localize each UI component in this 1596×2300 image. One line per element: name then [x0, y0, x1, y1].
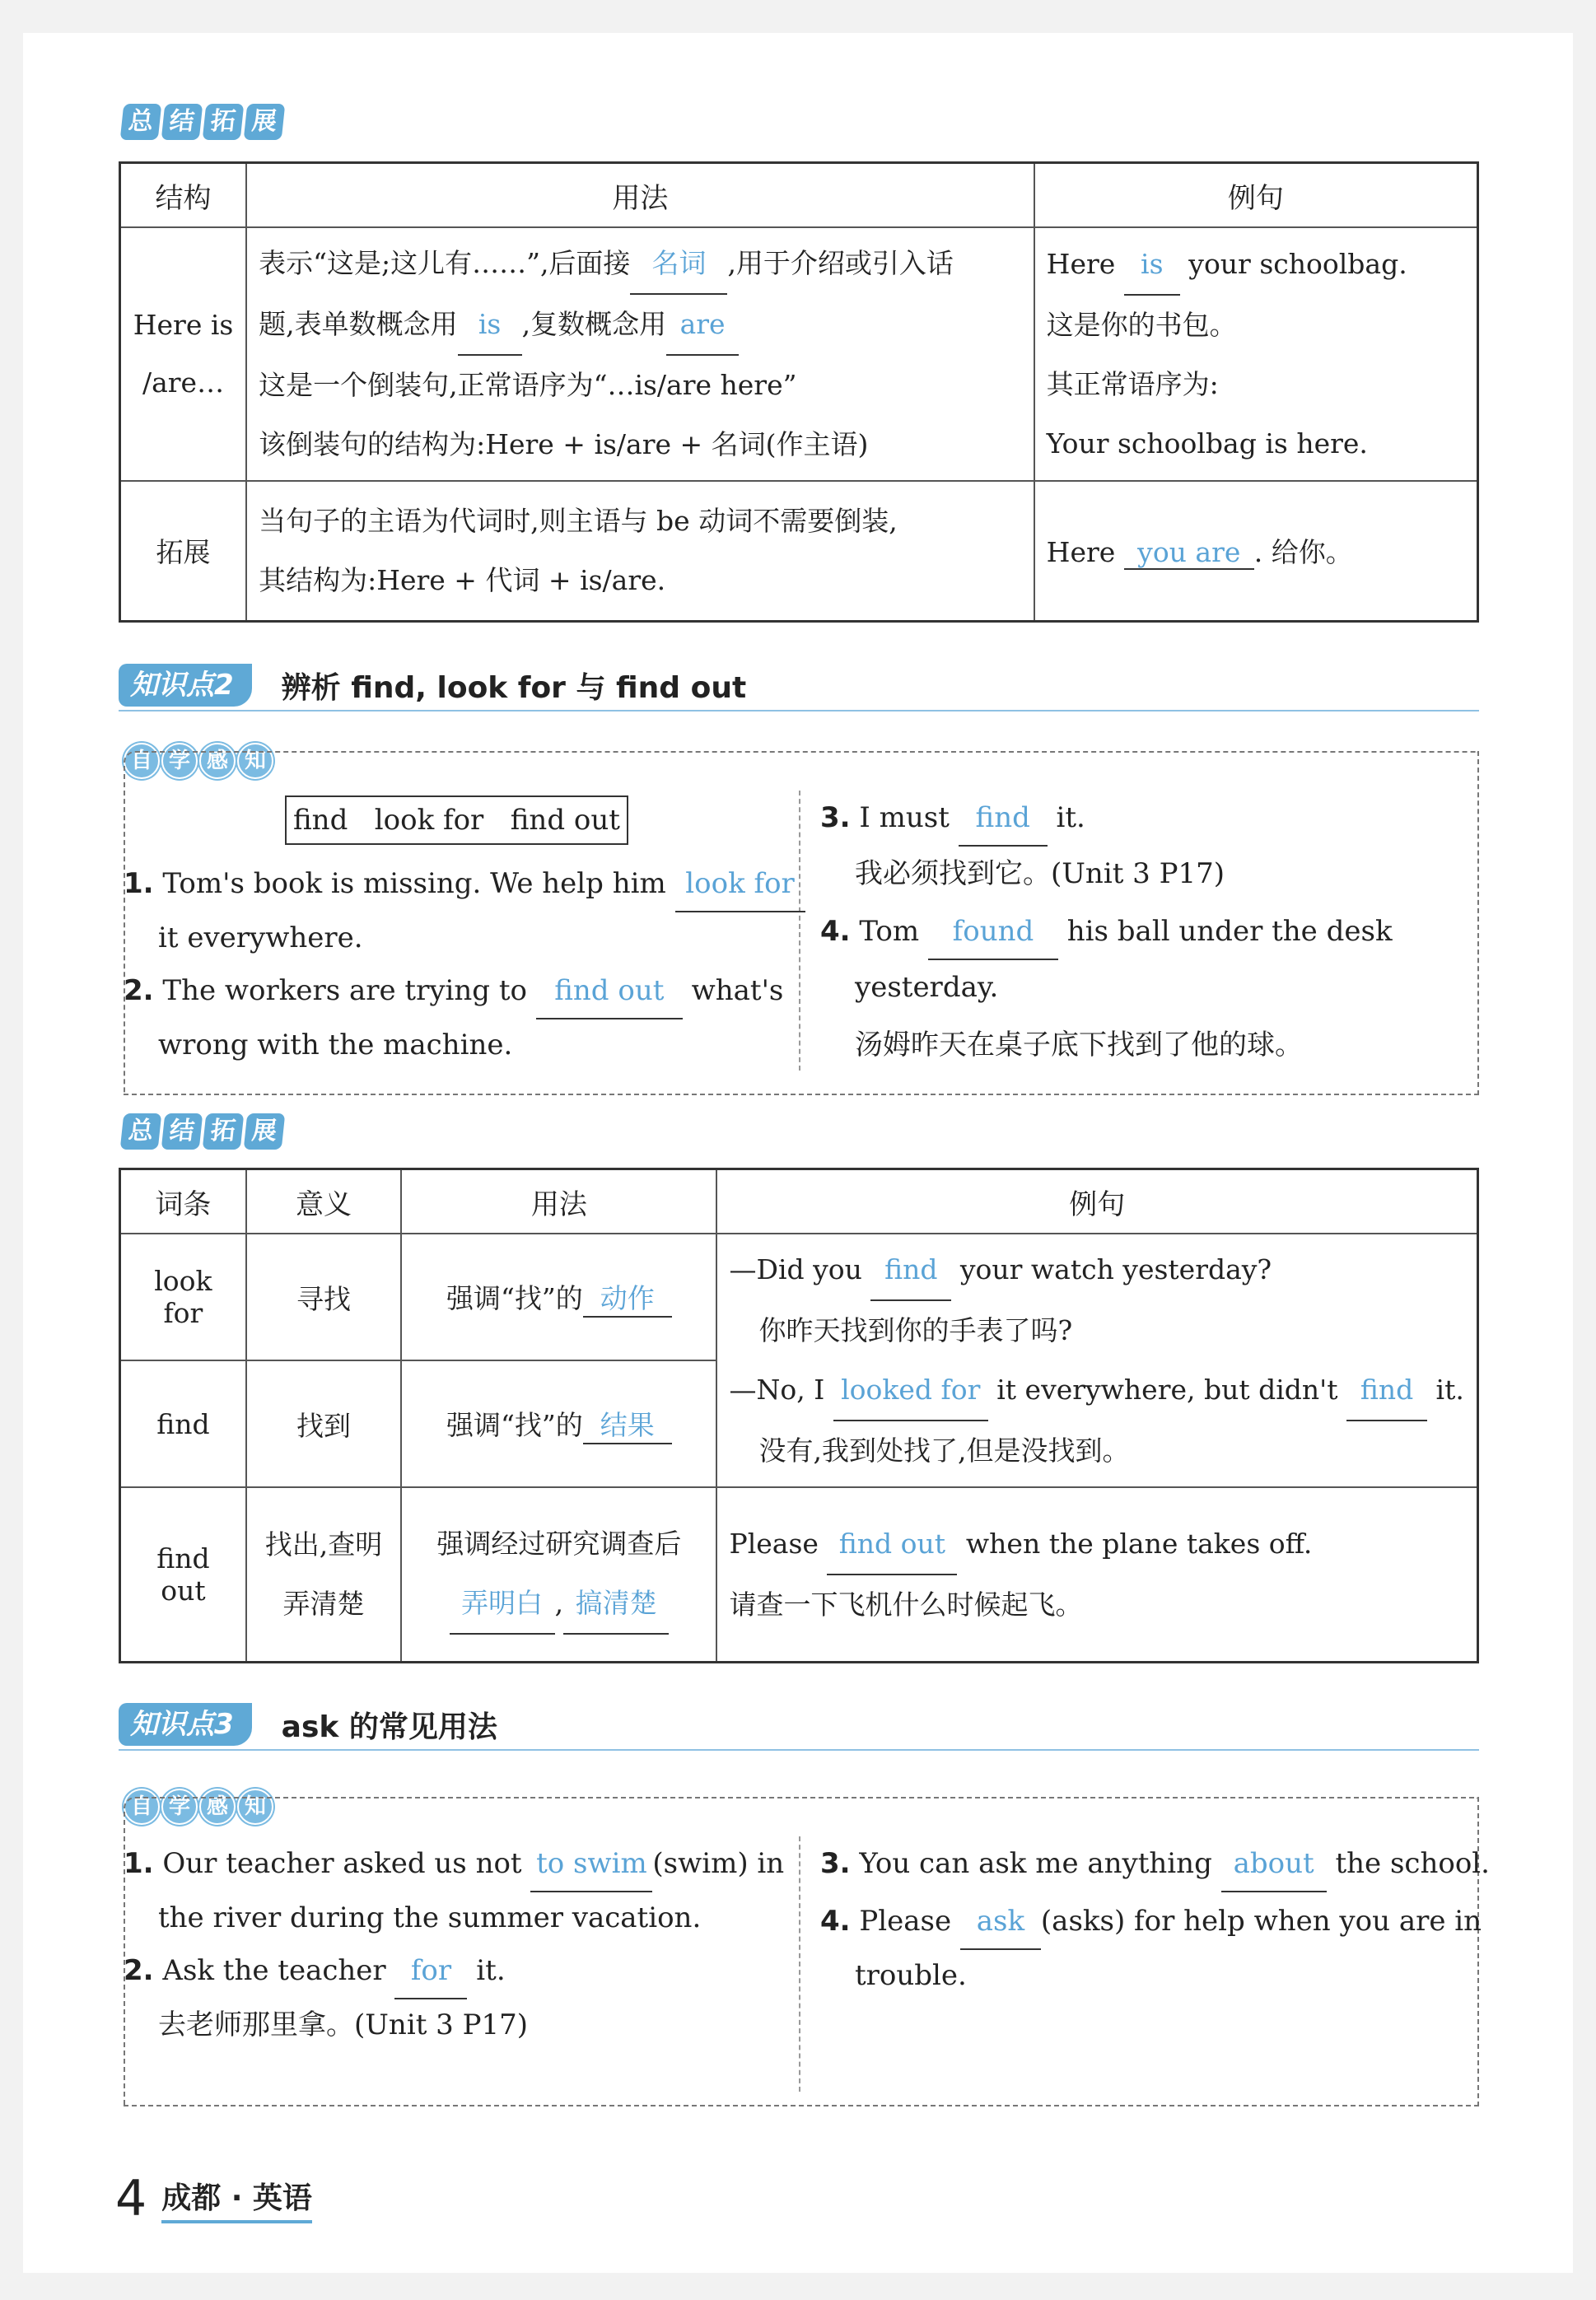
k3-q2-translation: 去老师那里拿。(Unit 3 P17) [158, 2008, 529, 2041]
find-table [119, 1168, 1479, 1663]
k3-q2 [124, 1943, 506, 1999]
k3-q1 [124, 1836, 784, 1892]
answer-blank: look for [675, 856, 805, 912]
header-structure: 结构 [120, 163, 247, 228]
k3-q4 [820, 1894, 1482, 1950]
usage-line-1 [259, 234, 1022, 295]
tag-char: 感 [199, 1789, 236, 1825]
knowledge-badge: 知识点3 [119, 1703, 252, 1746]
k2-q2 [124, 963, 783, 1019]
question-number: 1. [124, 1847, 154, 1880]
page-number: 4 [115, 2170, 147, 2228]
header-meaning: 意义 [246, 1169, 401, 1234]
text: Please [859, 1905, 952, 1938]
divider [119, 710, 1479, 711]
text: ,用于介绍或引入话 [727, 247, 954, 279]
tag-char: 自 [124, 743, 160, 779]
meaning-line: 弄清楚 [282, 1587, 365, 1620]
question-number: 2. [124, 1954, 154, 1987]
answer-blank: find [1346, 1360, 1427, 1421]
usage-line-2 [259, 295, 1022, 356]
header-example: 例句 [1034, 163, 1478, 228]
answer-blank: to swim [530, 1836, 652, 1892]
k2-q4-translation: 汤姆昨天在桌子底下找到了他的球。 [855, 1029, 1303, 1061]
tag-char: 自 [124, 1789, 160, 1825]
example-line-3: 其正常语序为: [1046, 368, 1219, 400]
tag-char: 展 [244, 1113, 286, 1150]
text: his ball under the desk [1066, 915, 1393, 948]
word-option: look for [374, 804, 484, 837]
usage-line: 强调经过研究调查后 [436, 1527, 682, 1560]
column-divider [799, 1836, 800, 2092]
header-word: 词条 [120, 1169, 246, 1234]
footer-title: 成都 · 英语 [161, 2175, 312, 2223]
text: The workers are trying to [162, 974, 528, 1007]
k2-q3 [820, 791, 1085, 847]
meaning-line: 找出,查明 [264, 1528, 383, 1561]
answer-blank: is [1124, 235, 1180, 296]
text: . 给你。 [1253, 536, 1353, 569]
extension-example [1034, 481, 1478, 621]
text: Ask the teacher [162, 1954, 386, 1987]
knowledge-title: 辨析 find, look for 与 find out [281, 670, 747, 705]
header-usage: 用法 [401, 1169, 716, 1234]
text: I must [859, 801, 950, 834]
meaning-cell: 找到 [246, 1360, 401, 1487]
k3-q1-cont: the river during the summer vacation. [158, 1901, 702, 1934]
header-example: 例句 [716, 1169, 1477, 1234]
answer-blank: about [1221, 1836, 1327, 1892]
tag-char: 总 [120, 104, 162, 140]
word-box [285, 795, 628, 845]
example-line: 请查一下飞机什么时候起飞。 [729, 1588, 1083, 1621]
k3-q4-cont: trouble. [855, 1959, 967, 1992]
text: 表示“这是;这儿有……”,后面接 [259, 247, 631, 279]
usage-cell [401, 1360, 716, 1487]
k2-q4 [820, 904, 1393, 960]
text: (swim) in [652, 1847, 785, 1880]
divider [119, 1749, 1479, 1751]
k2-q1 [124, 856, 805, 912]
text: Tom's book is missing. We help him [162, 867, 666, 900]
extension-line-2: 其结构为:Here + 代词 + is/are. [259, 563, 666, 596]
tag-char: 感 [199, 743, 236, 779]
usage-cell [401, 1487, 716, 1662]
workbook-page [23, 33, 1573, 2273]
usage-line [413, 1574, 704, 1635]
tag-char: 学 [161, 743, 198, 779]
question-number: 4. [820, 915, 851, 948]
answer-blank: 名词 [630, 234, 727, 295]
usage-cell [246, 227, 1034, 481]
tag-char: 拓 [203, 1113, 245, 1150]
tag-char: 拓 [203, 104, 245, 140]
example-cell-find [716, 1234, 1477, 1487]
example-line [729, 1514, 1465, 1575]
text: Here [1046, 248, 1116, 280]
text: Here [1046, 536, 1116, 569]
text: the school. [1335, 1847, 1490, 1880]
answer-blank: find out [536, 963, 683, 1019]
usage-line-3: 这是一个倒装句,正常语序为“…is/are here” [259, 369, 797, 401]
answer-blank: you are [1124, 536, 1254, 570]
structure-line: /are… [142, 366, 225, 399]
example-line-4: Your schoolbag is here. [1046, 427, 1368, 460]
question-number: 1. [124, 867, 154, 900]
example-line-1 [1047, 235, 1465, 296]
answer-blank: ask [960, 1894, 1041, 1950]
question-number: 3. [820, 801, 851, 834]
question-number: 4. [820, 1905, 851, 1938]
structure-cell [120, 227, 247, 481]
column-divider [799, 791, 800, 1071]
answer-blank: find out [827, 1514, 957, 1575]
text: ,复数概念用 [521, 308, 667, 340]
text: 题,表单数概念用 [259, 308, 458, 340]
knowledge-title: ask 的常见用法 [281, 1710, 497, 1744]
text: , [554, 1586, 564, 1619]
k2-q2-cont: wrong with the machine. [158, 1029, 513, 1061]
text: it. [1056, 801, 1085, 834]
question-number: 3. [820, 1847, 851, 1880]
answer-blank: are [666, 295, 739, 356]
example-line-1 [729, 1240, 1465, 1301]
text: your schoolbag. [1188, 248, 1407, 280]
example-cell [1034, 227, 1478, 481]
text: your watch yesterday? [959, 1253, 1272, 1285]
summary-tag-1 [122, 104, 283, 140]
tag-char: 知 [237, 743, 273, 779]
tag-char: 结 [161, 104, 203, 140]
example-line-4: 没有,我到处找了,但是没找到。 [758, 1435, 1130, 1467]
text: Please [729, 1527, 819, 1560]
answer-blank: looked for [833, 1360, 988, 1421]
example-line-3 [729, 1360, 1465, 1421]
knowledge-point-3-header [119, 1703, 497, 1746]
text: it. [476, 1954, 506, 1987]
knowledge-badge: 知识点2 [119, 664, 252, 707]
word-look-for: look for [120, 1234, 246, 1360]
k2-q1-cont: it everywhere. [158, 921, 363, 954]
text: (asks) for help when you are in [1040, 1905, 1482, 1938]
answer-blank: 弄明白 [450, 1574, 555, 1635]
tag-char: 结 [161, 1113, 203, 1150]
tag-char: 知 [237, 1789, 273, 1825]
meaning-cell [246, 1487, 401, 1662]
answer-blank: find [959, 791, 1048, 847]
k3-q3 [820, 1836, 1490, 1892]
k2-q4-cont: yesterday. [855, 971, 999, 1004]
answer-blank: is [458, 295, 522, 356]
text: 强调“找”的 [446, 1408, 583, 1441]
example-line-2: 这是你的书包。 [1046, 309, 1237, 341]
answer-blank: for [394, 1943, 467, 1999]
text: Our teacher asked us not [162, 1847, 522, 1880]
tag-char: 总 [120, 1113, 162, 1150]
text: Tom [859, 915, 920, 948]
answer-blank: 搞清楚 [563, 1574, 669, 1635]
usage-line-4: 该倒装句的结构为:Here + is/are + 名词(作主语) [259, 428, 869, 460]
knowledge-point-2-header [119, 664, 746, 707]
structure-line: Here is [133, 309, 234, 341]
usage-cell [401, 1234, 716, 1360]
answer-blank: 动作 [583, 1277, 672, 1318]
text: when the plane takes off. [965, 1527, 1313, 1560]
k2-q3-translation: 我必须找到它。(Unit 3 P17) [855, 857, 1225, 890]
word-option: find out [510, 804, 620, 837]
text: 强调“找”的 [446, 1281, 583, 1314]
example-cell-find-out [716, 1487, 1477, 1662]
meaning-cell: 寻找 [246, 1234, 401, 1360]
extension-usage [246, 481, 1034, 621]
summary-tag-2 [122, 1113, 283, 1150]
word-option: find [293, 804, 348, 837]
tag-char: 展 [244, 104, 286, 140]
word-find: find [120, 1360, 246, 1487]
answer-blank: find [870, 1240, 951, 1301]
answer-blank: 结果 [583, 1404, 672, 1444]
tag-char: 学 [161, 1789, 198, 1825]
answer-blank: found [928, 904, 1058, 960]
extension-line-1: 当句子的主语为代词时,则主语与 be 动词不需要倒装, [259, 504, 898, 537]
footer [115, 2170, 312, 2228]
word-find-out: find out [120, 1487, 246, 1662]
example-line-2: 你昨天找到你的手表了吗? [758, 1314, 1073, 1346]
here-is-table [119, 161, 1479, 623]
text: You can ask me anything [859, 1847, 1212, 1880]
extension-label: 拓展 [120, 481, 247, 621]
text: it everywhere, but didn't [996, 1374, 1338, 1406]
header-usage: 用法 [246, 163, 1034, 228]
text: it. [1435, 1374, 1464, 1406]
question-number: 2. [124, 974, 154, 1007]
text: —No, I [729, 1374, 825, 1406]
text: —Did you [729, 1253, 862, 1285]
text: what's [691, 974, 784, 1007]
